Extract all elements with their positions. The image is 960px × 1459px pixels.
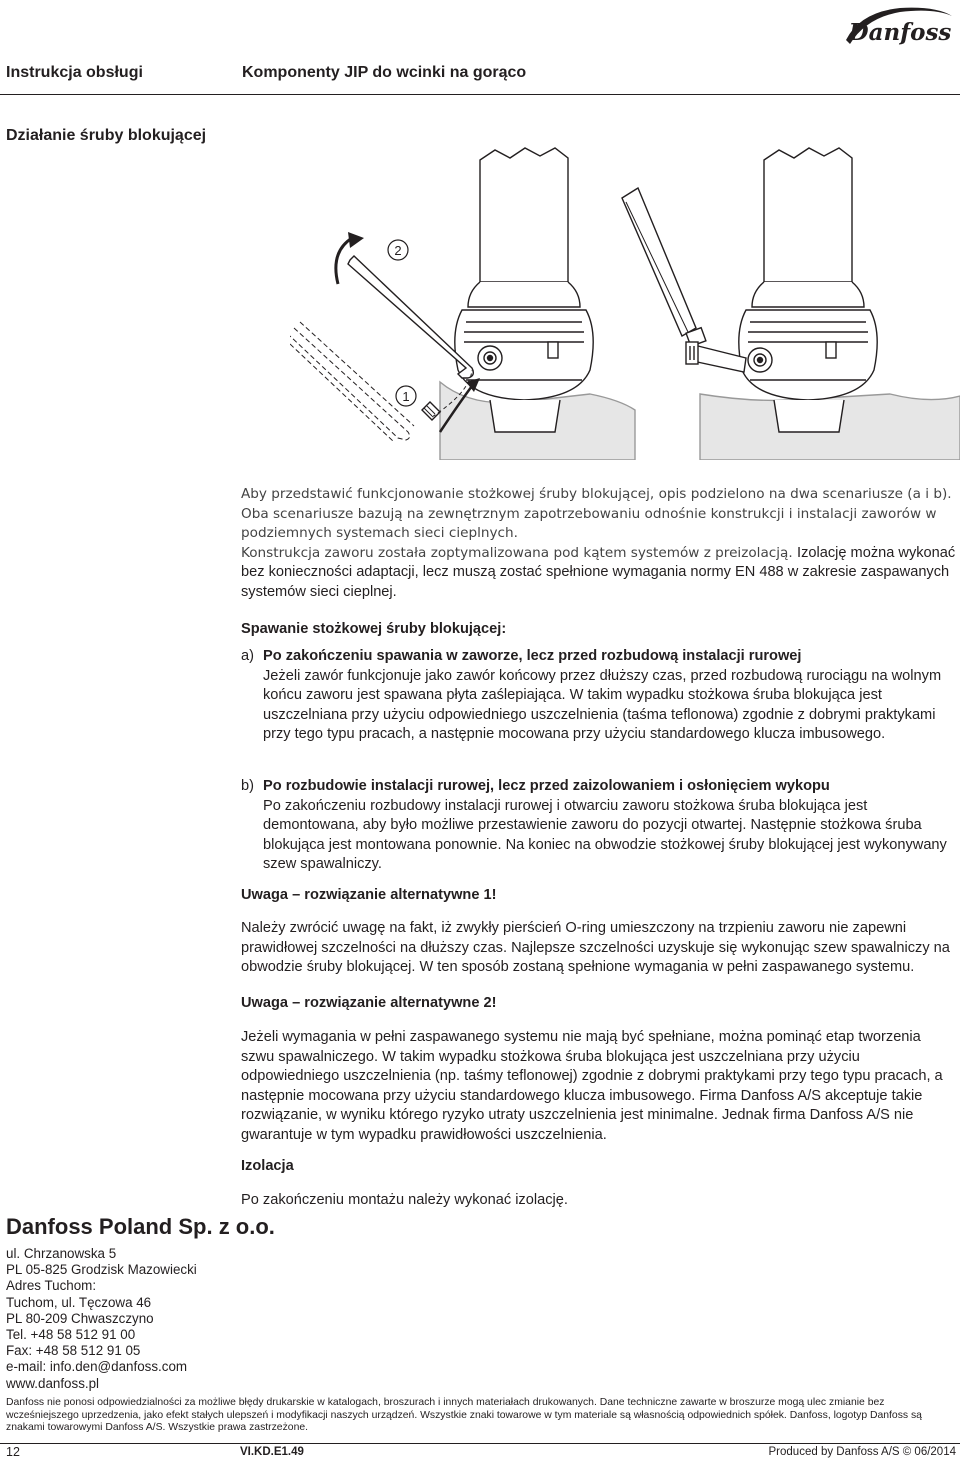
scenario-a-marker: a) xyxy=(241,648,254,664)
intro-p2-part-a: Konstrukcja zaworu została zoptymalizowana pod kątem systemów z preizolacją. xyxy=(241,544,793,561)
address-line: ul. Chrzanowska 5 xyxy=(6,1246,117,1261)
scenario-a-heading: Po zakończeniu spawania w zaworze, lecz przed rozbudową instalacji rurowej xyxy=(263,648,802,664)
locking-screw xyxy=(422,402,440,420)
address-email[interactable]: e-mail: info.den@danfoss.com xyxy=(6,1359,188,1375)
header-divider xyxy=(0,94,960,95)
torque-wrench xyxy=(622,188,746,372)
hatched-key xyxy=(290,322,414,442)
address-line: Adres Tuchom: xyxy=(6,1278,97,1294)
welding-title: Spawanie stożkowej śruby blokującej: xyxy=(241,621,507,637)
welding-section xyxy=(241,620,956,640)
address-line: Tel. +48 58 512 91 00 xyxy=(6,1327,136,1343)
intro-paragraph-1: Aby przedstawić funkcjonowanie stożkowej śruby blokującej, opis podzielono na dwa scenariusze (a i b). Oba scenariusze bazują na zewnętrznym zapotrzebowaniu odnośnie konstrukcji i instalacji zaworów w podziemnych systemach sieci cieplnych. xyxy=(241,486,952,542)
address-line: Tuchom, ul. Tęczowa 46 xyxy=(6,1294,152,1310)
scenario-b-marker: b) xyxy=(241,778,254,794)
company-address xyxy=(6,1246,197,1392)
intro-paragraph-2 xyxy=(241,544,956,603)
note1-title: Uwaga – rozwiązanie alternatywne 1! xyxy=(241,887,497,903)
scenario-b-text: Po zakończeniu rozbudowy instalacji rurowej i otwarciu zaworu stożkowa śruba blokująca jest demontowana, aby było możliwe przestawienie zaworu do pozycji otwartej. Następnie stożkowa śruba blokująca jest montowana ponownie. Na koniec na obwodzie stożkowej śruby blokującej jest wykonywany szew spawalniczy. xyxy=(263,797,947,873)
footer-divider xyxy=(0,1443,960,1444)
note1-text: Należy zwrócić uwagę na fakt, iż zwykły pierścień O-ring umieszczony na trzpieniu zaworu nie zapewni prawidłowej szczelności na dłuższy czas. Najlepsze szczelności uzyskuje się wykonując szew spawalniczy na obwodzie śruby blokującej. W ten sposób zostaną spełnione wymagania w pełni zaspawanego systemu. xyxy=(241,920,950,976)
note2-text: Jeżeli wymagania w pełni zaspawanego systemu nie mają być spełniane, można pominąć etap tworzenia szwu spawalniczego. W takim wypadku stożkowa śruba blokująca jest uszczelniana przy użyciu odpowiedniego uszczelnienia (np. taśmy teflonowej) zgodnie z dobrymi praktykami przy tego typu pracach, a następnie mocowana przy użyciu standardowego klucza imbusowego. Firma Danfoss A/S akceptuje takie rozwiązanie, w wyniku którego ryzyko utraty uszczelnienia jest minimalne. Jednak firma Danfoss A/S nie gwarantuje w tym wypadku prawidłowości uszczelnienia. xyxy=(241,1029,943,1143)
callout-1: 1 xyxy=(402,389,410,404)
callout-2: 2 xyxy=(394,243,402,258)
page-number: 12 xyxy=(6,1445,20,1459)
document-code: VI.KD.E1.49 xyxy=(240,1446,304,1458)
address-line: PL 80-209 Chwaszczyno xyxy=(6,1310,154,1326)
insulation-title: Izolacja xyxy=(241,1158,294,1174)
doc-type-title: Instrukcja obsługi xyxy=(6,64,143,81)
legal-disclaimer: Danfoss nie ponosi odpowiedzialności za możliwe błędy drukarskie w katalogach, broszurach i innych materiałach drukowanych. Dane techniczne zawarte w broszurze mogą ulec zmianie bez wcześniejszego uprzedzenia, jako efekt stałych ulepszeń i modyfikacji naszych urządzeń. Wszystkie znaki towarowe w tym materiale są własnością odpowiednich spółek. Danfoss, logotyp Danfoss są znakami towarowymi Danfoss A/S. Wszystkie prawa zastrzeżone. xyxy=(6,1397,922,1434)
address-line: PL 05-825 Grodzisk Mazowiecki xyxy=(6,1262,197,1278)
company-name: Danfoss Poland Sp. z o.o. xyxy=(6,1214,275,1239)
intro-p2-part-b: Izolację można wykonać bez konieczności adaptacji, lecz muszą zostać spełnione wymagania normy EN 488 w zakresie zaspawanych systemów sieci cieplnej. xyxy=(241,544,956,600)
danfoss-logo xyxy=(844,4,956,48)
address-line: Fax: +48 58 512 91 05 xyxy=(6,1343,141,1359)
allen-key xyxy=(348,256,473,378)
doc-title: Komponenty JIP do wcinki na gorąco xyxy=(242,64,527,81)
insulation-text: Po zakończeniu montażu należy wykonać izolację. xyxy=(241,1192,568,1208)
logo-brand-text: Danfoss xyxy=(848,19,952,46)
note2-title: Uwaga – rozwiązanie alternatywne 2! xyxy=(241,995,497,1011)
intro-text xyxy=(241,485,956,603)
valve-left xyxy=(455,148,593,432)
scenario-a xyxy=(241,647,956,745)
valve-right xyxy=(739,148,877,432)
scenario-a-text: Jeżeli zawór funkcjonuje jako zawór końcowy przez dłuższy czas, przed rozbudową rurociągu na wolnym końcu zaworu jest spawana płyta zaślepiająca. W takim wypadku stożkowa śruba blokująca jest uszczelniana przy użyciu odpowiedniego uszczelnienia (taśma teflonowa) zgodnie z dobrymi praktykami przy tego typu pracach, a następnie mocowana przy użyciu standardowego klucza imbusowego. xyxy=(263,667,942,743)
produced-by: Produced by Danfoss A/S © 06/2014 xyxy=(768,1446,956,1458)
scenario-b xyxy=(241,777,956,875)
address-website[interactable]: www.danfoss.pl xyxy=(6,1375,100,1391)
locking-screw-illustration xyxy=(290,132,960,460)
section-title: Działanie śruby blokującej xyxy=(6,127,207,144)
scenario-b-heading: Po rozbudowie instalacji rurowej, lecz przed zaizolowaniem i osłonięciem wykopu xyxy=(263,778,830,794)
